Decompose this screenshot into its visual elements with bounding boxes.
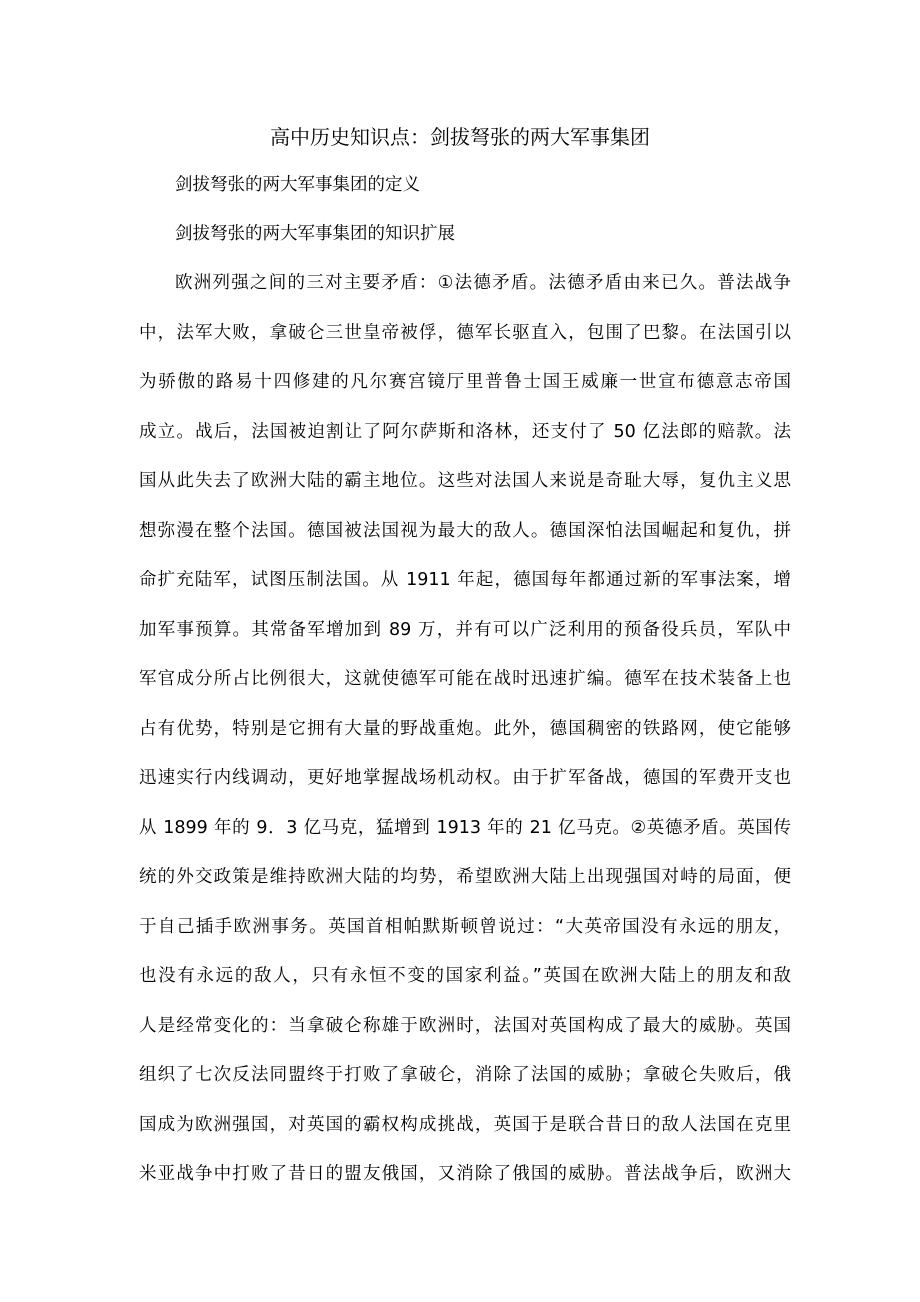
body-line: 欧洲列强之间的三对主要矛盾：①法德矛盾。法德矛盾由来已久。普法战争 [175,273,791,293]
body-line: 想弥漫在整个法国。德国被法国视为最大的敌人。德国深怕法国崛起和复仇，拼 [139,520,791,541]
subheading-extension: 剑拔弩张的两大军事集团的知识扩展 [175,224,455,244]
document-title: 高中历史知识点：剑拔弩张的两大军事集团 [270,125,650,149]
body-line: 于自己插手欧洲事务。英国首相帕默斯顿曾说过：“大英帝国没有永远的朋友， [139,916,791,937]
body-line: 中，法军大败，拿破仑三世皇帝被俘，德军长驱直入，包围了巴黎。在法国引以 [139,322,791,343]
body-line: 组织了七次反法同盟终于打败了拿破仑，消除了法国的威胁；拿破仑失败后，俄 [139,1065,791,1085]
body-line: 米亚战争中打败了昔日的盟友俄国，又消除了俄国的威胁。普法战争后，欧洲大 [139,1164,791,1184]
body-line: 人是经常变化的：当拿破仑称雄于欧洲时，法国对英国构成了最大的威胁。英国 [139,1015,791,1036]
body-line: 国从此失去了欧洲大陆的霸主地位。这些对法国人来说是奇耻大辱，复仇主义思 [139,471,791,491]
body-line: 为骄傲的路易十四修建的凡尔赛宫镜厅里普鲁士国王威廉一世宣布德意志帝国 [139,372,791,392]
body-line: 从 1899 年的 9．3 亿马克，猛增到 1913 年的 21 亿马克。②英德矛盾。英国传 [139,817,791,838]
body-line: 国成为欧洲强国，对英国的霸权构成挑战，英国于是联合昔日的敌人法国在克里 [139,1114,791,1135]
body-line: 军官成分所占比例很大，这就使德军可能在战时迅速扩编。德军在技术装备上也 [139,669,791,689]
body-line: 统的外交政策是维持欧洲大陆的均势，希望欧洲大陆上出现强国对峙的局面，便 [139,867,791,887]
body-paragraph [139,265,791,1206]
body-line: 也没有永远的敌人，只有永恒不变的国家利益。”英国在欧洲大陆上的朋友和敌 [139,966,791,986]
subheading-definition: 剑拔弩张的两大军事集团的定义 [175,175,420,195]
body-line: 迅速实行内线调动，更好地掌握战场机动权。由于扩军备战，德国的军费开支也 [139,768,791,788]
body-line: 加军事预算。其常备军增加到 89 万，并有可以广泛利用的预备役兵员，军队中 [139,619,791,640]
body-line: 成立。战后，法国被迫割让了阿尔萨斯和洛林，还支付了 50 亿法郎的赔款。法 [139,421,791,442]
body-line: 命扩充陆军，试图压制法国。从 1911 年起，德国每年都通过新的军事法案，增 [139,570,791,590]
body-line: 占有优势，特别是它拥有大量的野战重炮。此外，德国稠密的铁路网，使它能够 [139,718,791,739]
